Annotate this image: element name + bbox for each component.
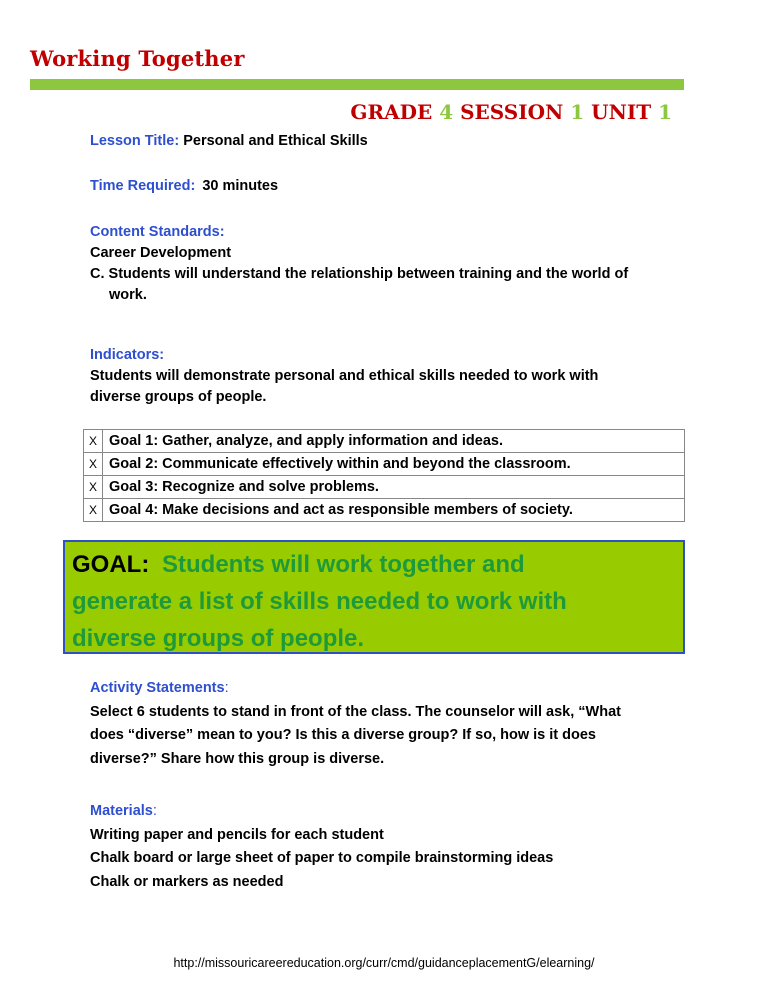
lesson-title-label: Lesson Title:: [90, 133, 180, 149]
table-row: [84, 476, 685, 499]
table-row: [84, 430, 685, 453]
goal-check-mark: X: [84, 430, 103, 453]
list-item: Chalk or markers as needed: [90, 873, 284, 890]
goal-check-mark: X: [84, 499, 103, 522]
lesson-title-value: Personal and Ethical Skills: [183, 133, 368, 149]
goal-text: Goal 1: Gather, analyze, and apply information and ideas.: [103, 430, 685, 453]
standards-line: Career Development: [90, 245, 232, 261]
goal-check-mark: X: [84, 476, 103, 499]
indicators-line: diverse groups of people.: [90, 389, 267, 405]
time-required-label: Time Required:: [90, 178, 196, 194]
indicators-section: [90, 345, 598, 408]
indicators-label: Indicators:: [90, 347, 165, 363]
session-word: SESSION: [460, 100, 564, 124]
grade-session-unit: [350, 100, 672, 124]
standards-line: work.: [109, 287, 147, 303]
indicators-line: Students will demonstrate personal and ethical skills needed to work with: [90, 368, 599, 384]
goal-text: Goal 4: Make decisions and act as responsible members of society.: [103, 499, 685, 522]
grade-number: 4: [439, 100, 454, 124]
activity-section: [90, 677, 621, 771]
content-standards-section: [90, 222, 628, 306]
time-required-row: [90, 176, 278, 197]
unit-word: UNIT: [591, 100, 652, 124]
session-number: 1: [570, 100, 585, 124]
goal-text-line: diverse groups of people.: [72, 625, 365, 652]
goal-label: GOAL:: [72, 551, 150, 578]
unit-number: 1: [658, 100, 672, 124]
materials-label: Materials: [90, 803, 153, 819]
goal-text: Goal 2: Communicate effectively within and beyond the classroom.: [103, 453, 685, 476]
footer-url-link[interactable]: http://missouricareereducation.org/curr/cmd/guidanceplacementG/elearning/: [173, 956, 595, 970]
standards-line: C. Students will understand the relationship between training and the world of: [90, 266, 629, 282]
grade-word: GRADE: [350, 100, 433, 124]
goal-line: [72, 546, 673, 583]
activity-label: Activity Statements: [90, 680, 225, 696]
time-required-value: 30 minutes: [202, 178, 279, 194]
content-standards-label: Content Standards:: [90, 224, 225, 240]
list-item: Chalk board or large sheet of paper to compile brainstorming ideas: [90, 850, 554, 866]
document-title: Working Together: [30, 46, 245, 71]
goal-text-line: Students will work together and: [162, 551, 525, 578]
materials-label-colon: :: [152, 803, 157, 819]
materials-section: [90, 800, 553, 894]
goal-text-line: generate a list of skills needed to work with: [72, 588, 567, 615]
list-item: Writing paper and pencils for each student: [90, 826, 384, 843]
goals-table: [83, 429, 685, 522]
goal-callout-box: [63, 540, 685, 654]
goal-check-mark: X: [84, 453, 103, 476]
goal-text: Goal 3: Recognize and solve problems.: [103, 476, 685, 499]
activity-label-colon: :: [224, 680, 229, 696]
activity-line: does “diverse” mean to you? Is this a diverse group? If so, how is it does: [90, 727, 596, 743]
activity-line: diverse?” Share how this group is diverse.: [90, 750, 385, 767]
table-row: [84, 499, 685, 522]
lesson-title-row: [90, 131, 368, 152]
table-row: [84, 453, 685, 476]
activity-line: Select 6 students to stand in front of the class. The counselor will ask, “What: [90, 703, 621, 720]
header-divider: [30, 79, 684, 90]
